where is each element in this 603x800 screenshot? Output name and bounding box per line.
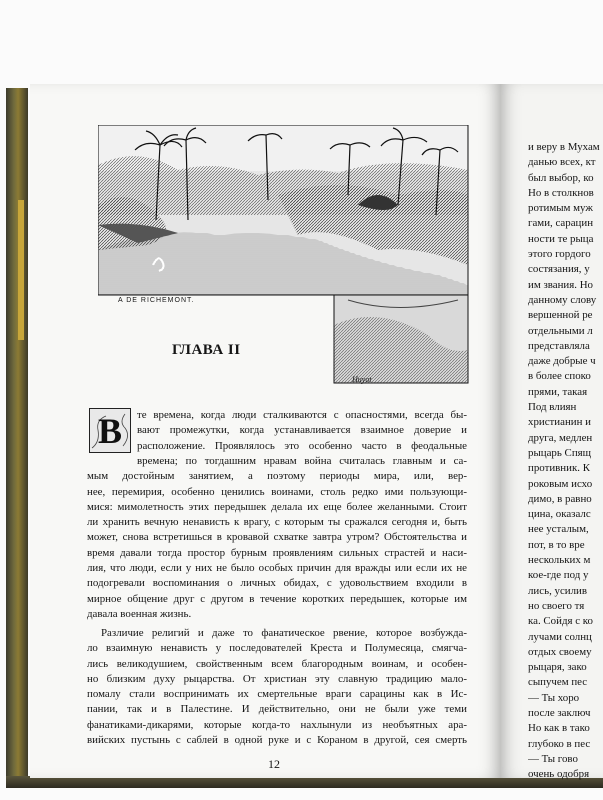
right-page-text [528, 140, 603, 782]
text-line: подогревали воспоминания о личных обидах, с удовольствием входили в [87, 577, 467, 590]
text-line: отдых своему [528, 645, 592, 658]
text-line: вают промежутки, когда устанавливается взаимное доверие и [137, 424, 467, 437]
text-line: данному слову [528, 293, 597, 306]
text-line: помалу стали воспринимать их смертельные враги сарацины как в Ис- [87, 688, 467, 701]
text-line: но своего тя [528, 599, 585, 612]
book-edge-ornament [18, 200, 24, 340]
paragraph-1 [87, 454, 467, 622]
text-line: глубоко в пес [528, 737, 591, 750]
text-line: пании, так и в Палестине. И действительно, они не были уже теми [87, 703, 467, 716]
illustration-caption-right: Huyot [352, 375, 372, 384]
text-line: гами, сарацин [528, 217, 594, 230]
svg-text:В: В [97, 411, 123, 451]
text-line: им звания. Но [528, 278, 593, 291]
text-line: но близким духу рыцарства. От христиан эту славную традицию мало- [87, 672, 467, 685]
paragraph-2 [87, 626, 467, 748]
text-line: этого гордого [528, 248, 591, 261]
text-line: мирное общение друг с другом в течение коротких передышек, которые им [87, 592, 467, 605]
text-line: друга, медлен [528, 431, 593, 444]
text-line: ка. Сойдя с ко [528, 615, 593, 628]
text-line: противник. К [528, 462, 590, 475]
text-line: данью всех, кт [528, 156, 596, 169]
text-line: очень одобря [528, 768, 590, 781]
text-line: нее, перемирия, особенно ценились воинами, столь редко ими пользующи- [87, 485, 467, 498]
text-line: лучами солнц [528, 630, 592, 643]
text-line: мым достойным занятием, а поэтому периоды мира, или, вер- [87, 470, 467, 483]
text-line: прями, такая [528, 385, 588, 398]
text-line: даже добрые ч [528, 355, 596, 368]
text-line: состязания, у [528, 263, 590, 276]
book-spine-edge [6, 88, 28, 788]
text-line: рыцарь Спящ [528, 446, 592, 459]
engraving-illustration [98, 125, 472, 385]
text-line: может, снова встретишься в кровавой схватке завтра утром? Обстоятельства и [87, 531, 467, 544]
text-line: давала военная жизнь. [87, 607, 192, 620]
text-line: пот, в то вре [528, 538, 585, 551]
text-line: — Ты гово [528, 752, 578, 765]
text-line: кое-где под у [528, 569, 589, 582]
text-line: был выбор, ко [528, 171, 594, 184]
text-line: время давали тогда простор бурным проявлениям сильных страстей и наси- [87, 546, 467, 559]
text-line: после заключ [528, 706, 591, 719]
text-line: вийских пустынь с саблей в одной руке и с Кораном в другой, сея смерть [87, 734, 467, 747]
text-line: цина, оказалс [528, 508, 591, 521]
text-line: сыпучем пес [528, 676, 588, 689]
page-number: 12 [268, 757, 280, 771]
text-line: лись, усилив [528, 584, 588, 597]
drop-cap-initial [89, 408, 131, 453]
text-line: рыцаря, зако [528, 661, 587, 674]
chapter-title: ГЛАВА II [172, 342, 241, 358]
text-line: Но в столкнов [528, 186, 594, 199]
text-line: Под влиян [528, 401, 577, 414]
text-line: ло взаимную ненависть у последователей Креста и Полумесяца, смягча- [87, 642, 467, 655]
illustration-caption-left: A DE RICHEMONT. [118, 297, 195, 304]
text-line: фанатиками-дикарями, которые когда-то нахлынули из необъятных ара- [87, 718, 467, 731]
text-line: в более споко [528, 370, 591, 383]
text-line: те времена, когда люди сталкиваются с опасностями, всегда бы- [137, 409, 467, 421]
text-line: лись великодушием, свойственным всем благородным воинам, и особен- [87, 657, 467, 670]
text-line: — Ты хоро [528, 691, 580, 704]
text-line: отдельными л [528, 324, 593, 337]
text-line: расположение. Проявлялось это особенно часто в феодальные [137, 439, 467, 452]
text-line: ности те рыца [528, 232, 594, 245]
text-line: лия, что люди, если у них не было особых причин для вражды или если их не [87, 562, 467, 575]
text-line: христианин и [528, 416, 592, 429]
text-line: времена; по тогдашним нравам война считалась главным и са- [137, 455, 467, 467]
text-line: ротимым муж [528, 202, 593, 215]
text-line: представляла [528, 339, 590, 352]
text-line: нее усталым, [528, 523, 589, 536]
text-line: роковым исхо [528, 477, 593, 490]
text-line: ли хранить вечную ненависть к врагу, с которым ты сражался сегодня и, быть [87, 516, 467, 529]
text-line: нескольких м [528, 554, 591, 567]
text-line: и веру в Мухам [528, 141, 600, 153]
text-line: Но как в тако [528, 722, 590, 735]
text-line: вершенной ре [528, 309, 593, 322]
text-line: димо, в равно [528, 492, 592, 505]
text-line: Различие религий и даже то фанатическое рвение, которое возбужда- [101, 627, 467, 639]
text-line: мися: мимолетность этих передышек делала их еще более желанными. Стоит [87, 500, 467, 513]
paragraph-1-opening [137, 408, 467, 454]
